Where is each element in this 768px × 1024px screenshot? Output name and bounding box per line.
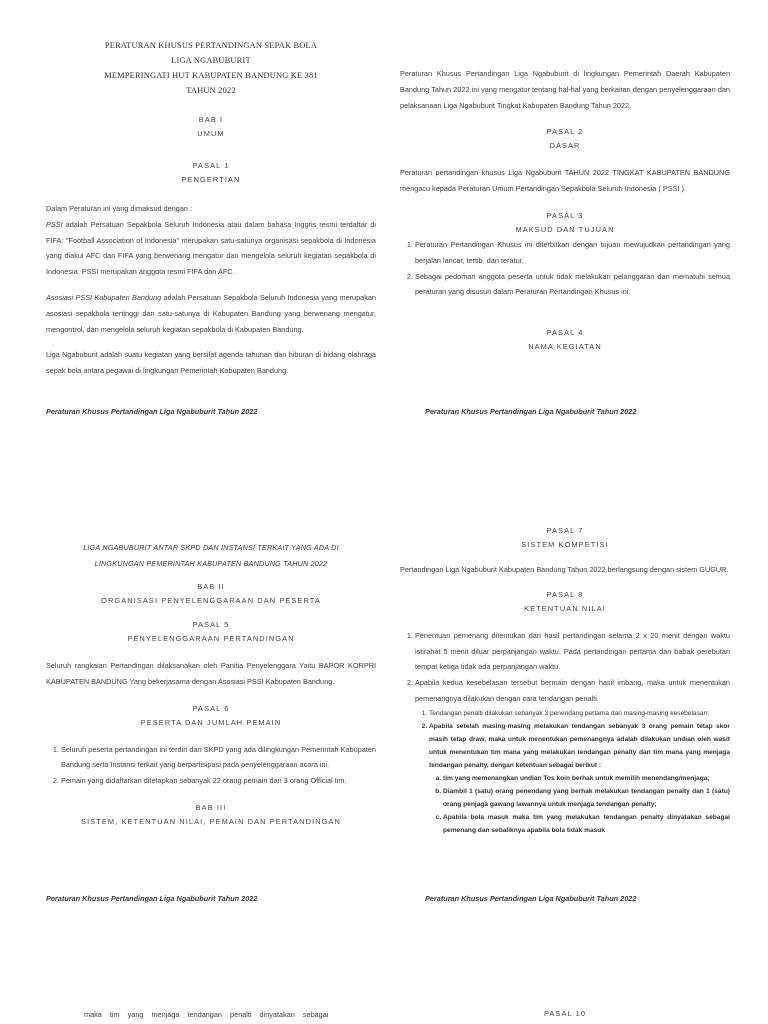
list-item-text: Apabila kedua kesebelasan tersebut bermain dengan hasil imbang, maka untuk menentukan pemenangnya dilakukan dengan cara tendangan penalti. bbox=[415, 678, 730, 703]
pasal-10-heading: PASAL 10 bbox=[543, 1009, 587, 1018]
page-footer: Peraturan Khusus Pertandingan Liga Ngabuburit Tahun 2022 bbox=[425, 894, 637, 903]
sub-list-item: 1. Tendangan penalti dilakukan sebanyak 3 penendang pertama dari masing-masing kesebelasan; bbox=[429, 707, 730, 720]
pasal-2-heading: PASAL 2 bbox=[546, 127, 584, 137]
page-panel-5 bbox=[46, 1007, 376, 1023]
continued-text: maka tim yang menjaga tendangan penalti dinyatakan sebagai bbox=[84, 1010, 329, 1019]
page-footer: Peraturan Khusus Pertandingan Liga Ngabuburit Tahun 2022 bbox=[46, 407, 258, 416]
pasal-7-name: SISTEM KOMPETISI bbox=[521, 540, 609, 549]
definition-liga: Liga Ngabuburit adalah suatu kegiatan yang bersifat agenda tahunan dan hiburan di bidang olahraga sepak bola antara pegawai di lingkungan Pemerintah Kabupaten Bandung. bbox=[46, 350, 376, 376]
page-panel-6 bbox=[400, 1007, 730, 1021]
list-item: 2. Sebagai pedoman anggota peserta untuk tidak melakukan pelanggaran dan mematuhi semua peraturan yang disusun dalam Peraturan Pertandingan Khusus ini. bbox=[415, 269, 730, 301]
document-title bbox=[46, 38, 376, 98]
section-title bbox=[46, 540, 376, 572]
title-line: PERATURAN KHUSUS PERTANDINGAN SEPAK BOLA bbox=[104, 41, 318, 50]
pasal-8-heading: PASAL 8 bbox=[546, 589, 584, 599]
alpha-list-item: b. Diambil 1 (satu) orang penendang yang berhak melakukan tendangan penalty dan 1 (satu) orang penjaga gawang lawannya untuk menjaga tendangan penalty; bbox=[443, 785, 730, 811]
sub-list-item-text: Apabila setelah masing-masing melakukan tendangan sebanyak 3 orang pemain tetap skor masih tetap draw, maka untuk menentukan pemenangnya adalah dilakukan undian oleh wasit untuk menentukan tim mana yang melakukan tendangan penalty dan tim mana yang menjaga tendangan penalty, dengan ketentuan sebagai berikut : bbox=[429, 722, 730, 769]
pasal-3-heading: PASAL 3 bbox=[546, 210, 584, 220]
list-item: 2. Pemain yang didaftarkan ditetapkan sebanyak 22 orang pemain dan 3 orang Official tim. bbox=[61, 773, 376, 789]
page-panel-2 bbox=[400, 66, 730, 416]
alpha-list bbox=[429, 772, 730, 837]
list-item: 1. Peraturan Pertandingan Khusus ini diterbitkan dengan tujuan mewujudkan pertandingan yang berjalan lancar, tertib, dan teratur. bbox=[415, 237, 730, 269]
bab-1-name: UMUM bbox=[197, 129, 225, 138]
bab-2-name: ORGANISASI PENYELENGGARAAN DAN PESERTA bbox=[101, 596, 321, 605]
pasal-1-heading: PASAL 1 bbox=[192, 161, 230, 170]
pasal-1-name: PENGERTIAN bbox=[181, 175, 241, 184]
sub-list-item bbox=[429, 720, 730, 837]
penyelenggaraan-paragraph: Seluruh rangkaian Pertandingan dilaksanakan oleh Panitia Penyelenggara Yaitu BAPOR KORPRI KABUPATEN BANDUNG Yang bekerjasama dengan Asosiasi PSSI Kabupaten Bandung. bbox=[46, 661, 376, 686]
page-panel-3 bbox=[46, 540, 376, 903]
pasal-4-heading: PASAL 4 bbox=[546, 328, 584, 338]
definition-asosiasi bbox=[46, 290, 376, 337]
page-panel-4 bbox=[400, 524, 730, 903]
title-line: MEMPERINGATI HUT KABUPATEN BANDUNG KE 381 bbox=[104, 71, 318, 80]
sistem-paragraph: Pertandingan Liga Ngabuburit Kabupaten Bandung Tahun 2022 berlangsung dengan sistem GUGUR. bbox=[400, 565, 729, 574]
title-line: TAHUN 2022 bbox=[186, 86, 236, 95]
pasal-3-name: MAKSUD DAN TUJUAN bbox=[515, 224, 615, 234]
pasal-6-name: PESERTA DAN JUMLAH PEMAIN bbox=[140, 717, 282, 727]
bab-2-heading: BAB II bbox=[197, 582, 225, 591]
alpha-list-item: a. tim yang memenangkan undian Tos koin berhak untuk memilih menendang/menjaga; bbox=[443, 772, 730, 785]
page-footer: Peraturan Khusus Pertandingan Liga Ngabuburit Tahun 2022 bbox=[425, 407, 637, 416]
term-pssi: PSSI bbox=[46, 219, 63, 229]
page-footer: Peraturan Khusus Pertandingan Liga Ngabuburit Tahun 2022 bbox=[46, 894, 258, 903]
pasal-2-name: DASAR bbox=[549, 141, 581, 151]
peserta-list bbox=[46, 742, 376, 789]
bab-3-heading: BAB III bbox=[195, 802, 227, 812]
list-item: 1. Seluruh peserta pertandingan ini terdiri dari SKPD yang ada dilingkungan Pemerintah Kabupaten Bandung serta Instansi terkait yang berpartisipasi pada penyelenggaraan acara ini. bbox=[61, 742, 376, 774]
definition-intro: Dalam Peraturan ini yang dimaksud dengan : bbox=[46, 204, 193, 213]
title-line: LIGA NGABUBURIT bbox=[171, 56, 251, 65]
dasar-paragraph: Peraturan pertandingan khusus Liga Ngabuburit TAHUN 2022 TINGKAT KABUPATEN BANDUNG mengacu kepada Peraturan Umum Pertandingan Sepakbola Seluruh Indonesia ( PSSI ). bbox=[400, 168, 730, 194]
pasal-7-heading: PASAL 7 bbox=[546, 526, 584, 535]
definition-asosiasi-text: adalah Persatuan Sepakbola Seluruh Indonesia yang merupakan asosiasi sepakbola tertinggi dan satu-satunya di Kabupaten Bandung yang berwenang mengatur, mengontrol, dan mengelola seluruh kegiatan sepakbola di Kabupaten Bandung. bbox=[46, 292, 376, 334]
pasal-4-name: NAMA KEGIATAN bbox=[528, 342, 602, 352]
title-line: LINGKUNGAN PEMERINTAH KABUPATEN BANDUNG TAHUN 2022 bbox=[94, 559, 328, 568]
bab-3-name: SISTEM, KETENTUAN NILAI, PEMAIN DAN PERTANDINGAN bbox=[81, 816, 341, 826]
definition-pssi-text: adalah Persatuan Sepakbola Seluruh Indonesia atau dalam bahasa Inggris resmi terdaftar di FIFA: "Football Association of Indonesia" merupakan satu-satunya organisasi sepakbola di Indonesia yang diakui AFC dan FIFA yang berwenang mengatur dan mengelola seluruh kegiatan sepakbola di Indonesia. PSSI merupakan anggota resmi FIFA dan AFC. bbox=[46, 219, 376, 277]
list-item bbox=[415, 675, 730, 837]
title-line: LIGA NGABUBURIT ANTAR SKPD DAN INSTANSI TERKAIT YANG ADA DI bbox=[83, 543, 339, 552]
pasal-5-name: PENYELENGGARAAN PERTANDINGAN bbox=[127, 634, 295, 643]
list-item: 1. Penentuan pemenang ditentukan dari hasil pertandingan selama 2 x 20 menit dengan waktu istirahat 5 menit diluar perpanjangan waktu. Pada pertandingan pertama dan babak perebutan tempat ketiga tidak ada perpanjangan waktu. bbox=[415, 628, 730, 675]
term-asosiasi: Asosiasi PSSI Kabupaten Bandung bbox=[46, 292, 162, 302]
pasal-8-name: KETENTUAN NILAI bbox=[524, 603, 606, 613]
tujuan-list bbox=[400, 237, 730, 300]
sub-list bbox=[415, 707, 730, 837]
pasal-6-heading: PASAL 6 bbox=[192, 703, 230, 713]
definition-pssi bbox=[46, 217, 376, 280]
page-panel-1 bbox=[46, 38, 376, 416]
pasal-5-heading: PASAL 5 bbox=[192, 620, 230, 629]
bab-1-heading: BAB I bbox=[198, 115, 224, 124]
intro-paragraph: Peraturan Khusus Pertandingan Liga Ngabuburit di lingkungan Pemerintah Daerah Kabupaten Bandung Tahun 2022 ini yang mengatur tentang hal-hal yang berkaitan dengan penyelenggaraan dan pelaksanaan Liga Ngabuburit Tingkat Kabupaten Bandung Tahun 2022. bbox=[400, 69, 730, 110]
alpha-list-item: c. Apabila bola masuk maka tim yang melakukan tendangan penalty dinyatakan sebagai pemenang dan sebaliknya apabila bola tidak masuk bbox=[443, 811, 730, 837]
nilai-list bbox=[400, 628, 730, 837]
